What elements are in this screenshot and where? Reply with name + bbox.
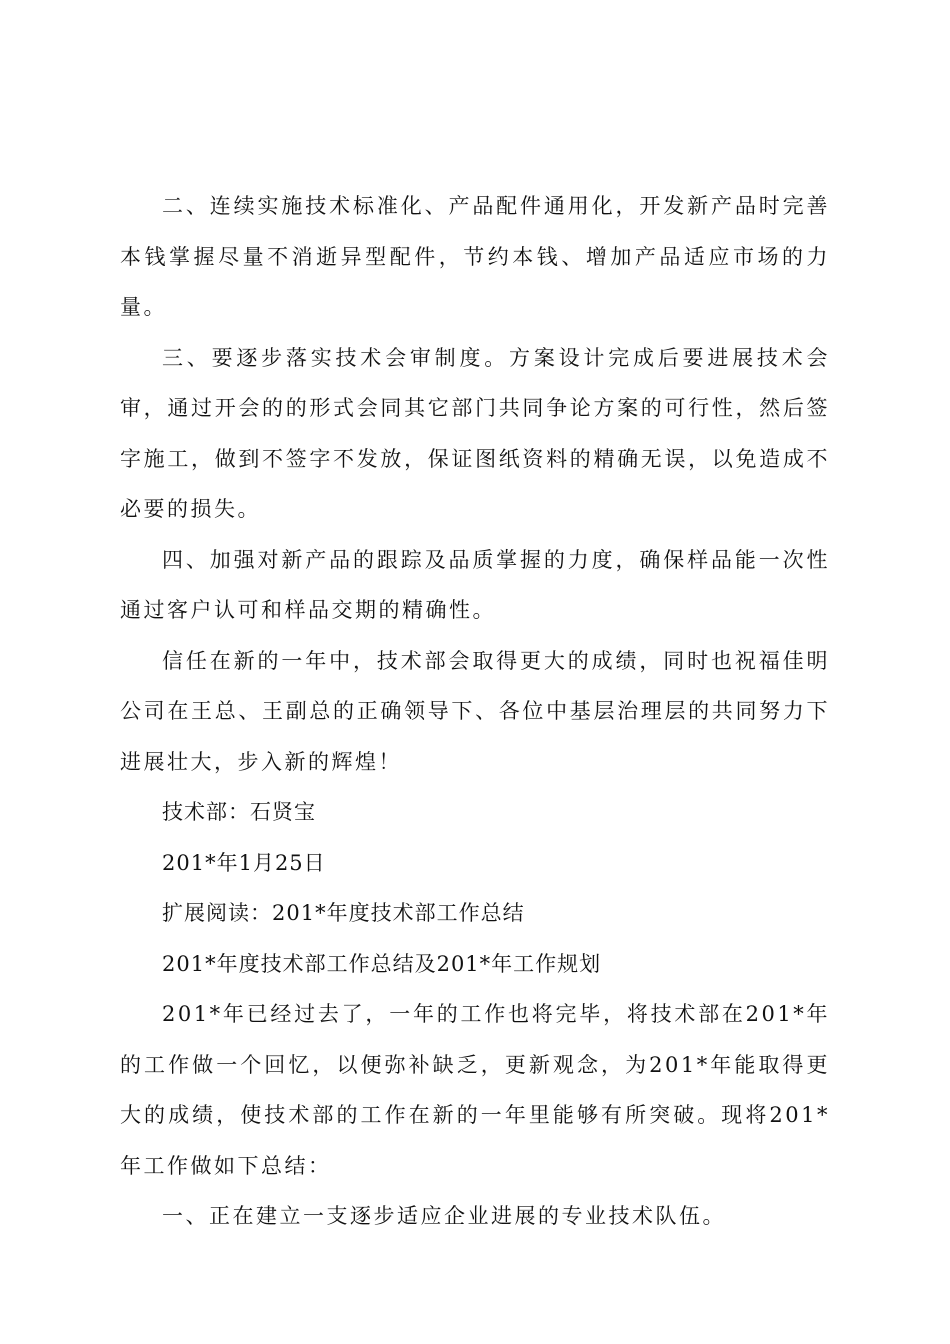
paragraph-standardization: 二、连续实施技术标准化、产品配件通用化，开发新产品时完善本钱掌握尽量不消逝异型配件，节约本钱、增加产品适应市场的力量。 (120, 194, 830, 319)
document-body (120, 181, 830, 1242)
signature-line: 技术部：石贤宝 (162, 800, 316, 824)
paragraph-product-tracking: 四、加强对新产品的跟踪及品质掌握的力度，确保样品能一次性通过客户认可和样品交期的精确性。 (120, 547, 830, 622)
paragraph-team-building: 一、正在建立一支逐步适应企业进展的专业技术队伍。 (162, 1204, 726, 1228)
paragraph-year-review: 201*年已经过去了，一年的工作也将完毕，将技术部在201*年的工作做一个回忆，以便弥补缺乏，更新观念，为201*年能取得更大的成绩，使技术部的工作在新的一年里能够有所突破。现将201*年工作做如下总结： (120, 1002, 830, 1178)
date-line: 201*年1月25日 (162, 850, 326, 875)
paragraph-outlook: 信任在新的一年中，技术部会取得更大的成绩，同时也祝福佳明公司在王总、王副总的正确领导下、各位中基层治理层的共同努力下进展壮大，步入新的辉煌！ (120, 648, 830, 774)
extended-reading-line: 扩展阅读：201*年度技术部工作总结 (162, 901, 525, 925)
section-title: 201*年度技术部工作总结及201*年工作规划 (162, 951, 602, 976)
paragraph-technical-review: 三、要逐步落实技术会审制度。方案设计完成后要进展技术会审，通过开会的的形式会同其它部门共同争论方案的可行性，然后签字施工，做到不签字不发放，保证图纸资料的精确无误，以免造成不必要的损失。 (120, 345, 830, 521)
